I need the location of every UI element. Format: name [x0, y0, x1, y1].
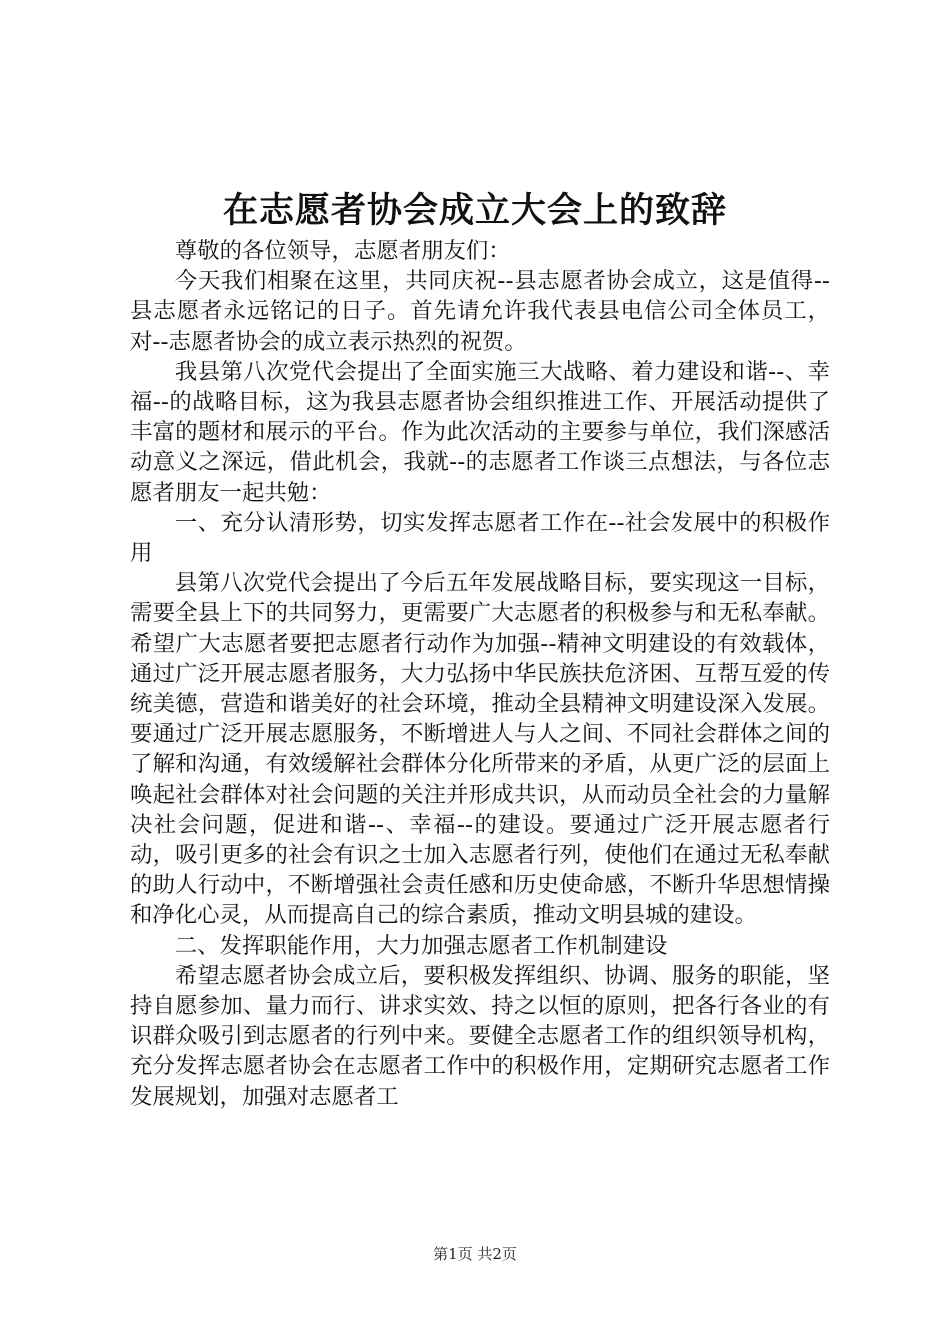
section-heading: 一、充分认清形势，切实发挥志愿者工作在--社会发展中的积极作用 [130, 509, 830, 567]
page-footer: 第1页 共2页 [433, 1245, 517, 1263]
document-title: 在志愿者协会成立大会上的致辞 [222, 190, 727, 231]
salutation-paragraph: 尊敬的各位领导，志愿者朋友们： [174, 238, 511, 264]
section-heading: 二、发挥职能作用，大力加强志愿者工作机制建设 [174, 932, 668, 959]
body-paragraph: 希望志愿者协会成立后，要积极发挥组织、协调、服务的职能，坚持自愿参加、量力而行、讲求实效、持之以恒的原则，把各行各业的有识群众吸引到志愿者的行列中来。要健全志愿者工作的组织领导机构，充分发挥志愿者协会在志愿者工作中的积极作用，定期研究志愿者工作发展规划，加强对志愿者工 [130, 962, 830, 1110]
document-body [130, 236, 830, 1112]
body-paragraph: 县第八次党代会提出了今后五年发展战略目标，要实现这一目标，需要全县上下的共同努力，更需要广大志愿者的积极参与和无私奉献。希望广大志愿者要把志愿者行动作为加强--精神文明建设的有效载体，通过广泛开展志愿者服务，大力弘扬中华民族扶危济困、互帮互爱的传统美德，营造和谐美好的社会环境，推动全县精神文明建设深入发展。要通过广泛开展志愿服务，不断增进人与人之间、不同社会群体之间的了解和沟通，有效缓解社会群体分化所带来的矛盾，从更广泛的层面上唤起社会群体对社会问题的关注并形成共识，从而动员全社会的力量解决社会问题，促进和谐--、幸福--的建设。要通过广泛开展志愿者行动，吸引更多的社会有识之士加入志愿者行列，使他们在通过无私奉献的助人行动中，不断增强社会责任感和历史使命感，不断升华思想情操和净化心灵，从而提高自己的综合素质，推动文明县城的建设。 [130, 570, 830, 929]
body-paragraph: 我县第八次党代会提出了全面实施三大战略、着力建设和谐--、幸福--的战略目标，这为我县志愿者协会组织推进工作、开展活动提供了丰富的题材和展示的平台。作为此次活动的主要参与单位，我们深感活动意义之深远，借此机会，我就--的志愿者工作谈三点想法，与各位志愿者朋友一起共勉： [130, 358, 830, 506]
body-paragraph: 今天我们相聚在这里，共同庆祝--县志愿者协会成立，这是值得--县志愿者永远铭记的日子。首先请允许我代表县电信公司全体员工，对--志愿者协会的成立表示热烈的祝贺。 [130, 268, 830, 355]
